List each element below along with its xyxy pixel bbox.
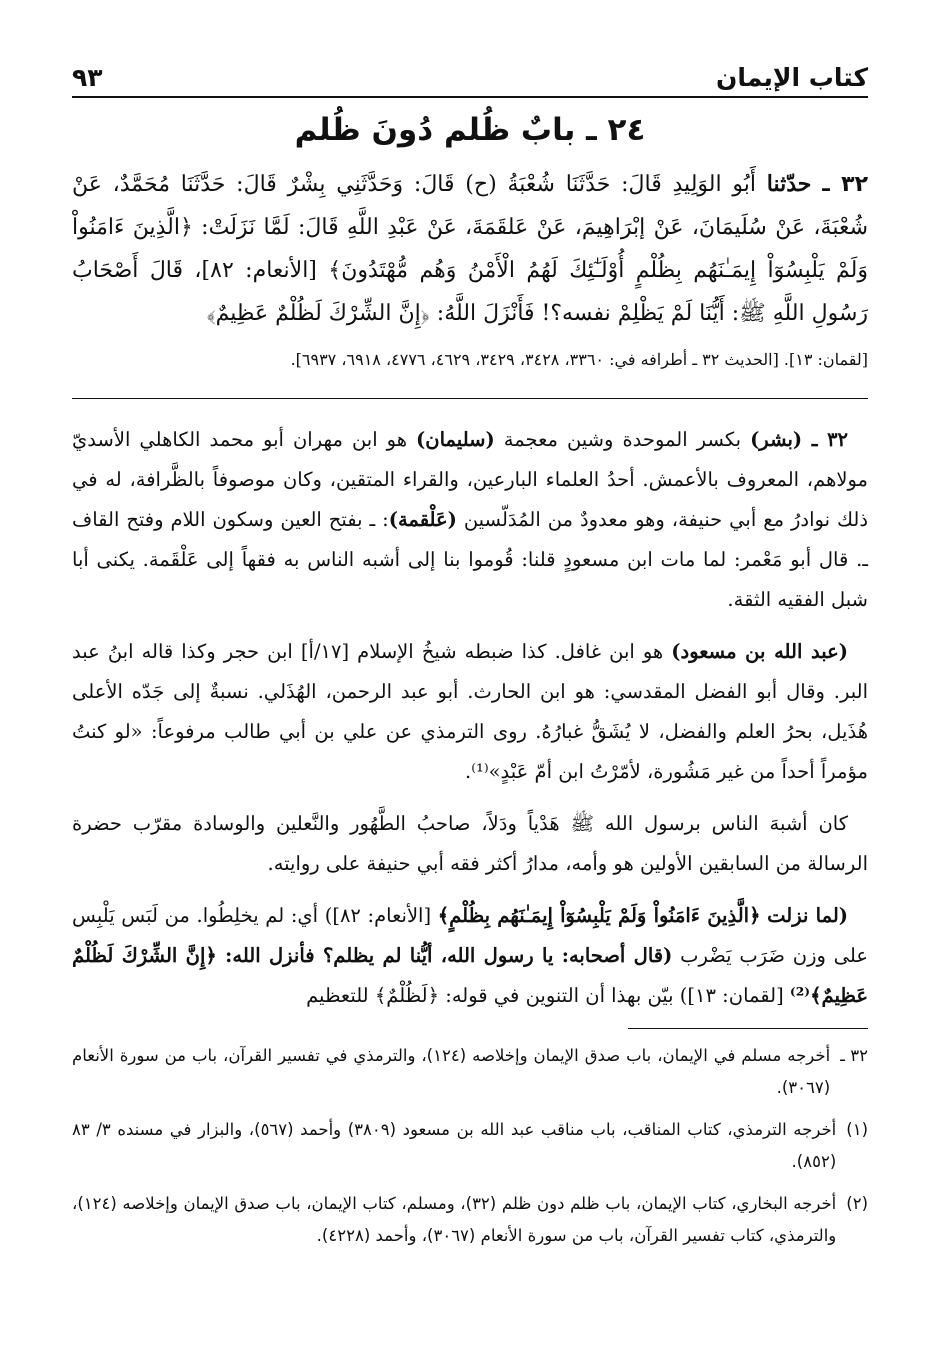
commentary-term: (عبد الله بن مسعود) <box>671 640 848 663</box>
quran-verse: ﴿الَّذِينَ ءَامَنُواْ وَلَمْ يَلْبِسُوٓاْ إِيمَـٰنَهُم بِظُلْمٍ﴾ <box>437 904 761 927</box>
chapter-title: ٢٤ ـ بابٌ ظُلم دُونَ ظُلم <box>294 112 646 148</box>
footnote-text: أخرجه البخاري، كتاب الإيمان، باب ظلم دون ظلم (٣٢)، ومسلم، كتاب الإيمان، باب صدق الإيمان وإخلاصه (١٢٤)، والترمذي، كتاب تفسير القرآن، باب من سورة الأنعام (٣٠٦٧)، وأحمد (٤٢٢٨). <box>72 1194 837 1245</box>
hadith-opening: حدّثنا <box>766 171 812 197</box>
commentary-text: [لقمان: ١٣]) بيّن بهذا أن التنوين في قوله: ﴿لَظُلْمٌ﴾ للتعظيم <box>306 984 784 1007</box>
commentary-paragraph <box>72 896 868 1016</box>
footnote-mark: (١) <box>846 1120 868 1139</box>
hadith-number: ٣٢ ـ <box>822 172 869 197</box>
commentary-term: (سليمان) <box>416 428 495 451</box>
footnote <box>72 1114 868 1178</box>
commentary-text: كان أشبهَ الناس برسول الله ﷺ هَدْياً ودَلاً، صاحبُ الطَّهُور والنَّعلين والوسادة مقرّب حضرة الرسالة من السابقين الأولين هو وأمه، مدارُ أكثر فقه أبي حنيفة على روايته. <box>72 812 868 875</box>
page-number: ٩٣ <box>72 63 103 92</box>
footnote-text: أخرجه مسلم في الإيمان، باب صدق الإيمان وإخلاصه (١٢٤)، والترمذي في تفسير القرآن، باب من سورة الأنعام (٣٠٦٧). <box>72 1046 831 1097</box>
footnote <box>72 1188 868 1252</box>
running-title: كتاب الإيمان <box>715 63 868 92</box>
commentary-paragraph <box>72 420 868 620</box>
footnote-divider <box>628 1028 868 1029</box>
commentary-term: (قال أصحابه: يا رسول الله، أيُّنا لم يظلم؟ فأنزل الله: ﴿إِنَّ الشِّرْكَ لَظُلْمٌ عَظِيمٌ﴾⁽²⁾ <box>72 944 868 1007</box>
hadith-body: أَبُو الوَلِيدِ قَالَ: حَدَّثَنَا شُعْبَةُ (ح) قَالَ: وَحَدَّثَنِي بِشْرٌ قَالَ: حَدَّثَنَا مُحَمَّدٌ، عَنْ شُعْبَةَ، عَنْ سُلَيمَانَ، عَنْ إبْرَاهِيمَ، عَنْ عَلقَمَةَ، عَنْ عَبْدِ اللَّهِ قَالَ: لَمَّا نَزَلَتْ: ﴿الَّذِينَ ءَامَنُواْ وَلَمْ يَلْبِسُوٓاْ إِيمَـٰنَهُم بِظُلْمٍ أُوْلَـٰٓئِكَ لَهُمُ الْأَمْنُ وَهُم مُّهْتَدُونَ﴾ [الأنعام: ٨٢]، قَالَ أَصْحَابُ رَسُولِ اللَّهِ ﷺ: أَيُّنَا لَمْ يَظْلِمْ نفسه؟! فَأَنْزَلَ اللَّهُ: ﴿إِنَّ الشِّرْكَ لَظُلْمٌ عَظِيمٌ﴾ <box>72 172 868 326</box>
page-header <box>72 52 868 98</box>
footnote <box>72 1040 868 1104</box>
footnote-text: أخرجه الترمذي، كتاب المناقب، باب مناقب عبد الله بن مسعود (٣٨٠٩) وأحمد (٥٦٧)، والبزار في مسنده ٣/ ٨٣ (٨٥٢). <box>72 1120 837 1171</box>
commentary-text: [الأنعام: ٨٢]) أي: لم يخلِطُوا. من لَبَس يَلْبِس على وزن ضَرَب يَضْرب <box>72 904 869 967</box>
commentary-text: بكسر الموحدة وشين معجمة <box>503 428 742 451</box>
commentary-text: : ـ بفتح العين وسكون اللام وفتح القاف ـ. قال أبو مَعْمر: لما مات ابن مسعودٍ قلنا: قُوموا بنا إلى أشبه الناس به فقهاً إلى عَلْقَمة. يكنى أبا شبل الفقيه الثقة. <box>72 508 868 611</box>
commentary-text: هو ابن مهران أبو محمد الكاهلي الأسديّ مولاهم، المعروف بالأعمش. أحدُ العلماء البارعين، والقراء المتقين، وكان موصوفاً بالظَّرافة، له في ذلك نوادرُ مع أبي حنيفة، وهو معدودٌ من المُدَلّسين <box>72 428 868 531</box>
commentary-paragraph <box>72 804 868 884</box>
hadith-text-block <box>72 163 868 335</box>
commentary-lead: ٣٢ ـ (بشر) <box>750 428 849 451</box>
commentary-term: (لما نزلت <box>767 904 849 927</box>
footnote-mark: (٢) <box>846 1194 868 1213</box>
commentary-text: هو ابن غافل. كذا ضبطه شيخُ الإسلام [١٧/أ] ابن حجر وكذا قاله ابنُ عبد البر. وقال أبو الفضل المقدسي: هو ابن الحارث. أبو عبد الرحمن، الهُذَلي. نسبةٌ إلى جَدّه الأعلى هُذَيل، بحرُ العلم والفضل، لا يُشَقُّ غبارُهُ. روى الترمذي عن علي بن أبي طالب مرفوعاً: «لو كنتُ مؤمراً أحداً من غير مَشُورة، لأمّرْتُ ابن أمّ عَبْدٍ»⁽¹⁾. <box>72 640 868 783</box>
section-divider <box>72 398 868 399</box>
footnotes <box>72 1040 868 1262</box>
commentary <box>72 420 868 1028</box>
commentary-paragraph <box>72 632 868 792</box>
footnote-mark: ٣٢ ـ <box>840 1046 868 1065</box>
commentary-term: (عَلْقمة) <box>388 508 457 531</box>
hadith-reference: [لقمان: ١٣]. [الحديث ٣٢ ـ أطرافه في: ٣٣٦٠، ٣٤٢٨، ٣٤٢٩، ٤٦٢٩، ٤٧٧٦، ٦٩١٨، ٦٩٣٧]. <box>290 350 868 369</box>
